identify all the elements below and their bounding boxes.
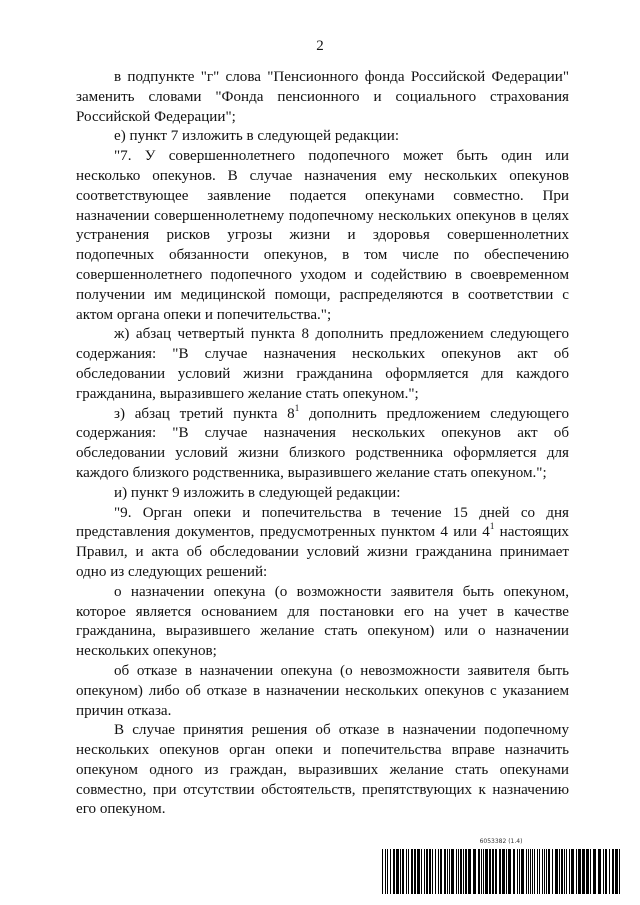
document-body	[76, 68, 569, 820]
paragraph: ж) абзац четвертый пункта 8 дополнить предложением следующего содержания: "В случае назначения нескольких опекунов акт об обследовании условий жизни гражданина оформляется для каждого гражданина, выразившего желание стать опекуном.";	[76, 326, 569, 402]
paragraph: е) пункт 7 изложить в следующей редакции:	[114, 128, 400, 145]
paragraph: В случае принятия решения об отказе в назначении подопечному нескольких опекунов орган опеки и попечительства вправе назначить опекуном одного из граждан, выразивших желание стать опекунами совместно, при отсутствии обстоятельств, препятствующих к назначению его опекуном.	[76, 722, 569, 818]
paragraph	[76, 402, 569, 484]
paragraph-text: дополнить предложением следующего содержания: "В случае назначения нескольких опекунов акт об обследовании условий жизни близкого родственника оформляется для каждого близкого родственника, выразившего желание стать опекуном.";	[76, 405, 569, 481]
page-number: 2	[316, 38, 324, 54]
paragraph: об отказе в назначении опекуна (о невозможности заявителя быть опекуном) либо об отказе в назначении нескольких опекунов с указанием причин отказа.	[76, 662, 569, 719]
superscript: 1	[489, 521, 495, 532]
paragraph: в подпункте "г" слова "Пенсионного фонда Российской Федерации" заменить словами "Фонда пенсионного и социального страхования Российской Федерации";	[76, 69, 569, 125]
paragraph: и) пункт 9 изложить в следующей редакции:	[114, 484, 401, 501]
paragraph	[76, 504, 569, 583]
stamp-label: 6053382 (1.4)	[479, 838, 523, 845]
barcode-image	[382, 849, 620, 894]
superscript: 1	[294, 402, 300, 413]
document-stamp	[382, 838, 622, 898]
paragraph-text: з) абзац третий пункта 8	[114, 405, 295, 422]
paragraph-text: "9. Орган опеки и попечительства в течение 15 дней со дня представления документов, предусмотренных пунктом 4 или 4	[76, 504, 569, 541]
paragraph-text: настоящих Правил, и акта об обследовании условий жизни гражданина принимает одно из следующих решений:	[76, 524, 569, 580]
paragraph: о назначении опекуна (о возможности заявителя быть опекуном, которое является основанием для постановки его на учет в качестве гражданина, выразившего желание стать опекуном) или о назначении нескольких опекунов;	[76, 583, 569, 660]
paragraph: "7. У совершеннолетнего подопечного может быть один или несколько опекунов. В случае назначения ему нескольких опекунов соответствующее заявление подается опекунами совместно. При назначении совершеннолетнему подопечному нескольких опекунов в целях устранения рисков угрозы жизни и здоровья совершеннолетних подопечных обязанности опекунов, в том числе по обеспечению совершеннолетнего подопечного уходом и содействию в своевременном получении им медицинской помощи, распределяются в соответствии с актом органа опеки и попечительства.";	[76, 148, 569, 323]
